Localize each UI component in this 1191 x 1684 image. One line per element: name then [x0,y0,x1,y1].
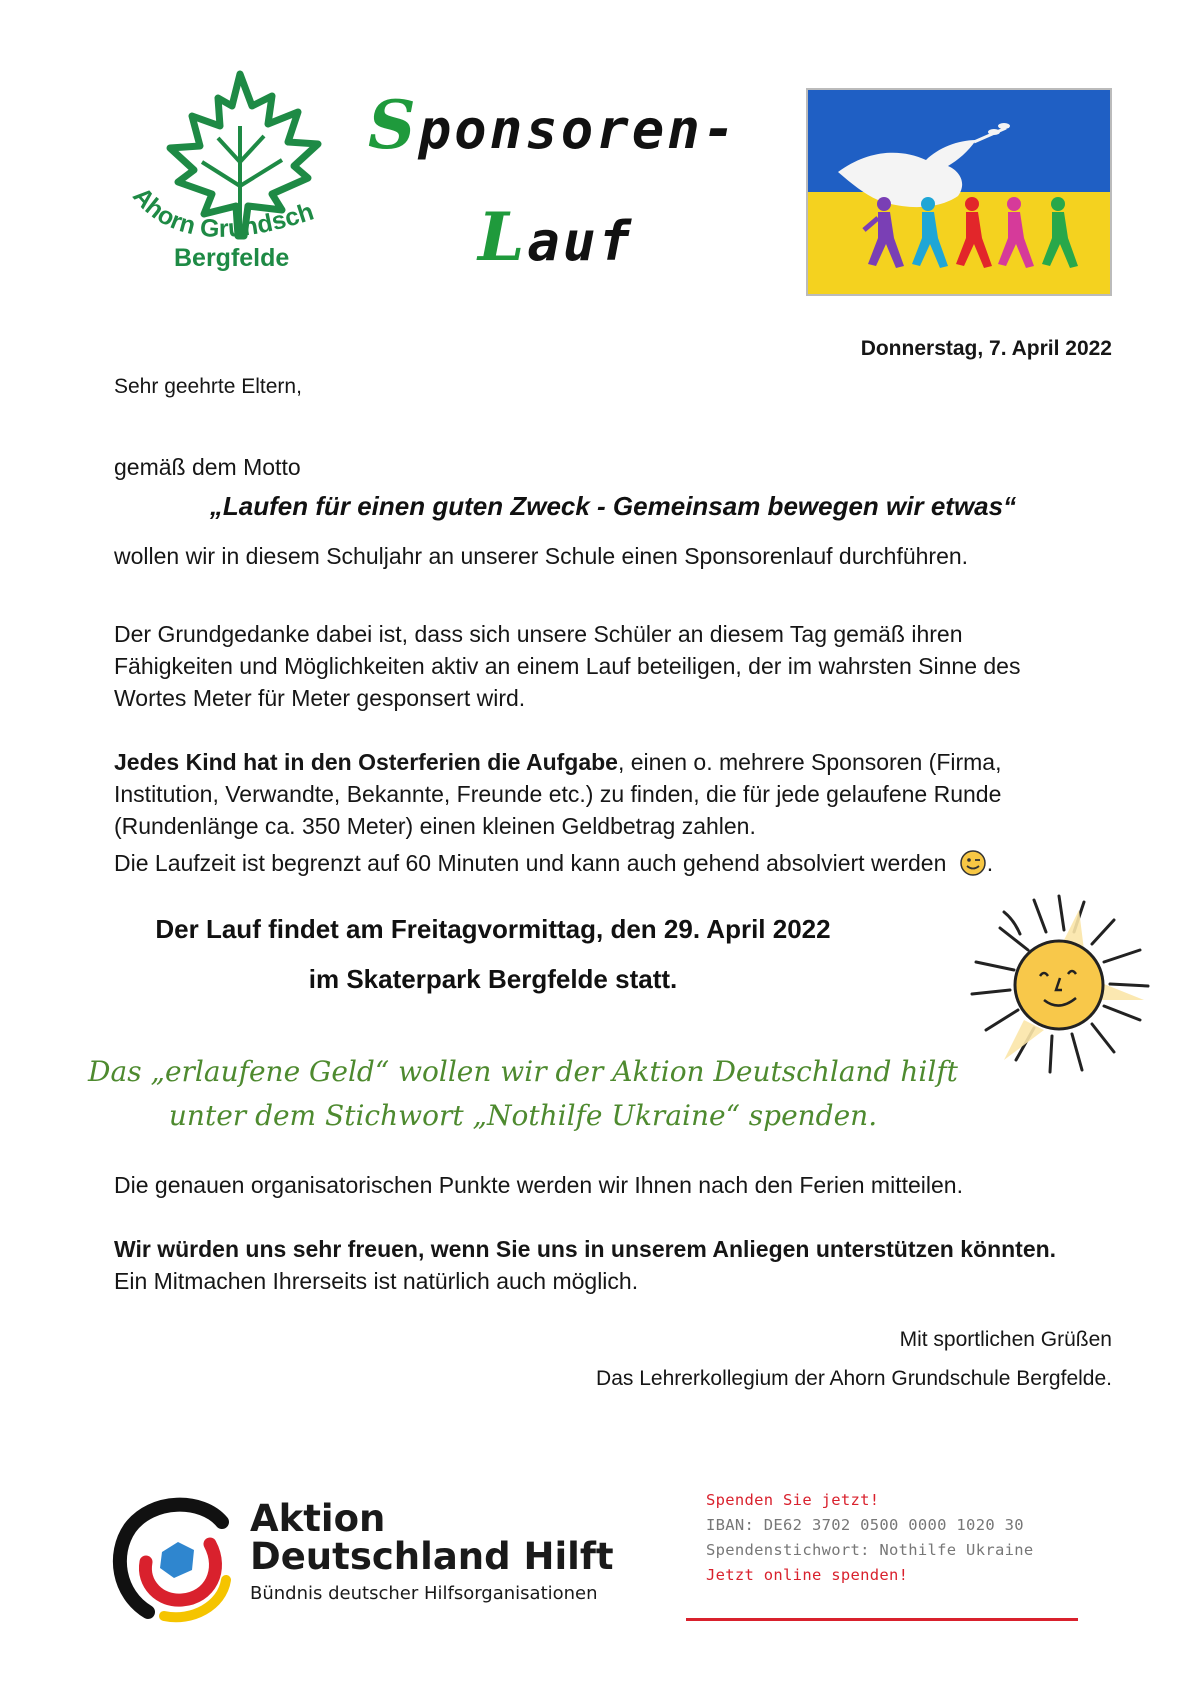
adh-name [250,1497,614,1578]
donation-line-2: unter dem Stichwort „Nothilfe Ukraine“ spenden. [168,1099,878,1132]
paragraph-duration [114,847,993,885]
title-rest-1: ponsoren- [418,98,739,161]
task-highlight: Jedes Kind hat in den Osterferien die Aufgabe [114,749,618,775]
signature: Das Lehrerkollegium der Ahorn Grundschule Bergfelde. [596,1367,1112,1390]
adh-name-line2: Deutschland Hilft [250,1535,614,1578]
title-line-1 [368,86,738,164]
donate-iban: IBAN: DE62 3702 0500 0000 1020 30 [706,1516,1024,1534]
donate-keyword: Spendenstichwort: Nothilfe Ukraine [706,1541,1034,1559]
duration-text: Die Laufzeit ist begrenzt auf 60 Minuten und kann auch gehend absolviert werden [114,850,947,876]
wink-smiley-icon [959,849,987,885]
salutation: Sehr geehrte Eltern, [114,375,302,398]
paragraph-task [114,746,1001,842]
title-initial-s: S [368,86,419,164]
motto-intro: gemäß dem Motto [114,454,301,480]
paragraph-idea [114,618,1020,714]
event-line-1: Der Lauf findet am Freitagvormittag, den 29. April 2022 [155,914,831,944]
paragraph-idea-line: Fähigkeiten und Möglichkeiten aktiv an einem Lauf beteiligen, der im wahrsten Sinne des [114,653,1021,679]
donation-info [706,1488,1033,1588]
closing: Mit sportlichen Grüßen [899,1328,1112,1351]
donate-heading: Spenden Sie jetzt! [706,1491,880,1509]
details-note: Die genauen organisatorischen Punkte werden wir Ihnen nach den Ferien mitteilen. [114,1172,963,1198]
motto: „Laufen für einen guten Zweck - Gemeinsam bewegen wir etwas“ [209,491,1017,521]
support-rest: Ein Mitmachen Ihrerseits ist natürlich auch möglich. [114,1268,639,1294]
paragraph-idea-line: Wortes Meter für Meter gesponsert wird. [114,685,526,711]
title-rest-2: auf [527,210,634,273]
footer-accent-line [686,1618,1078,1621]
adh-swirl-icon [112,1494,242,1624]
adh-logo [112,1494,242,1624]
maple-leaf-icon [112,66,348,300]
title-initial-l: L [478,198,528,276]
event-line-2: im Skaterpark Bergfelde statt. [308,964,678,994]
letter-date: Donnerstag, 7. April 2022 [860,337,1112,360]
svg-text:Ahorn Grundschule [112,66,317,243]
school-name-line2: Bergfelde [174,244,290,272]
school-name-line1: Ahorn Grundsch [127,181,318,244]
paragraph-task-line [114,746,1001,778]
donation-statement [24,1050,1022,1138]
donation-line-1: Das „erlaufene Geld“ wollen wir der Aktion Deutschland hilft [88,1055,958,1088]
school-logo [112,66,348,300]
duration-end: . [986,850,994,876]
support-paragraph [114,1233,1056,1297]
adh-name-line1: Aktion [250,1497,386,1540]
after-motto: wollen wir in diesem Schuljahr an unserer Schule einen Sponsorenlauf durchführen. [114,543,969,569]
task-rest: , einen o. mehrere Sponsoren (Firma, [617,749,1002,775]
paragraph-idea-line: Der Grundgedanke dabei ist, dass sich unsere Schüler an diesem Tag gemäß ihren [114,621,963,647]
title-line-2 [478,198,634,276]
ukraine-peace-image [806,88,1112,296]
paragraph-task-line: Institution, Verwandte, Bekannte, Freunde etc.) zu finden, die für jede gelaufene Runde [114,781,1002,807]
support-request: Wir würden uns sehr freuen, wenn Sie uns in unserem Anliegen unterstützen könnten. [114,1236,1057,1262]
paragraph-task-line: (Rundenlänge ca. 350 Meter) einen kleinen Geldbetrag zahlen. [114,813,756,839]
adh-tagline: Bündnis deutscher Hilfsorganisationen [250,1583,598,1604]
donate-online-link[interactable]: Jetzt online spenden! [706,1566,909,1584]
peace-dove-running-children-icon [808,90,1110,294]
